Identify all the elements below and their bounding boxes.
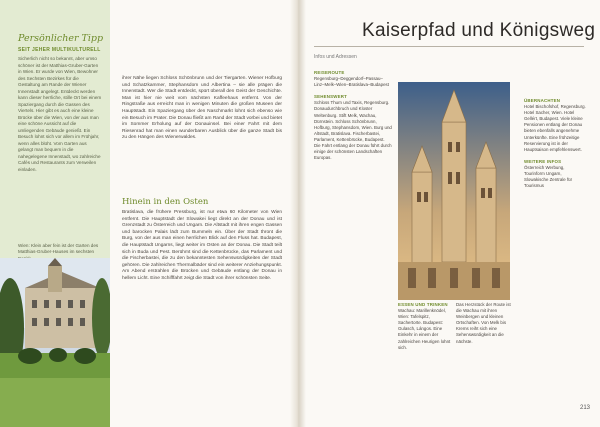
- sights-heading: SEHENSWERT: [314, 94, 347, 100]
- tip-text: Sicherlich nicht so bekannt, aber umso schöner ist der Matthias-Gruber-Garten in Wien. Er wurde von Wien, Bewohner des Sechsten Bezirkes für die Gestaltung am Rande der Wiener Innenstadt angelegt. Entdeckt werden kann dieser herrliche, stille Ort bei einem Spaziergang durch die Gassen des Viertels. Hier gibt es auch eine kleine Brücke über die Wien, von der aus man eine schöne Aussicht auf die umliegenden Gebäude genießt. Ein Besuch lohnt sich vor allem im Frühjahr, wenn alles blüht. Vom Garten aus gelangt man bequem in die nahegelegene Innenstadt, wo zahlreiche Cafés und Restaurants zum Verweilen einladen.: [18, 56, 102, 172]
- wachau-text: Das Herzstück der Route ist die Wachau mit ihren Weinbergen und kleinen Ortschaften. Von Melk bis Krems reiht sich eine Sehenswürdigkeit an die nächste.: [456, 302, 511, 344]
- left-column-text-1: ihrer Nähe liegen Schloss Schönbrunn und der Tiergarten. Wiener Hofburg und Schatzkammer, Stephansdom und Albertina – sie alle prägen die Innenstadt. Wer die Stadt entdeckt, spürt überall den Geist der Geschichte. Man ist hier nie weit vom nächsten Kaffeehaus entfernt. Von der Ringstraße aus erreicht man in wenigen Minuten die großen Museen der Hauptstadt. Ein Spaziergang über den Naschmarkt lohnt sich ebenso wie ein Besuch im Prater. Die Donau fließt am Rand der Stadt vorbei und bietet im Sommer Erholung auf der Donauinsel. Bei einer Fahrt mit dem Riesenrad hat man einen wunderbaren Ausblick über die ganze Stadt bis zu den Hängen des Wienerwaldes.: [122, 76, 282, 141]
- info-column-4: [524, 98, 586, 189]
- left-subheading: Hinein in den Osten: [122, 197, 209, 207]
- left-column-text-2: Bratislava, die frühere Pressburg, ist nur etwa 60 Kilometer von Wien entfernt. Die Hauptstadt der Slowakei liegt direkt an der Donau und ist Grenzstadt zu Österreich und Ungarn. Die Altstadt mit ihren engen Gassen und barocken Palais lädt zum Bummeln ein. Über der Stadt thront die Burg, von der aus man einen herrlichen Blick auf den Fluss hat. Budapest, die Hauptstadt Ungarns, liegt weiter im Osten an der Donau. Die Stadt teilt sich in Buda und Pest. Berühmt sind die Kettenbrücke, das Parlament und die Fischerbastei, die zu den bekanntesten Sehenswürdigkeiten der Stadt gehören. Die zahlreichen Thermalbäder sind ein weiterer Anziehungspunkt. Am Abend erstrahlen die Brücken und Gebäude entlang der Donau in hellem Licht. Eine Schifffahrt zeigt die Stadt von ihrer schönsten Seite.: [122, 210, 282, 281]
- garden-photo: [0, 258, 110, 427]
- more-info-heading: WEITERE INFOS: [524, 158, 562, 164]
- info-column-1: [314, 70, 392, 161]
- title-rule: [314, 46, 584, 47]
- more-info-text: Österreich Werbung, Tourinform Ungarn, Slowakische Zentrale für Tourismus: [524, 164, 573, 189]
- route-text: Regensburg–Deggendorf–Passau–Linz–Melk–Wien–Bratislava–Budapest: [314, 76, 389, 88]
- info-column-3: [456, 302, 512, 345]
- sights-text: Schloss Thurn und Taxis, Regensburg. Donaudurchbruch und Kloster Weltenburg. Stift Melk, Wachau, Dürnstein. Schloss Schönbrunn, Hofburg, Stephansdom, Wien. Burg und Altstadt, Bratislava. Fischerbastei, Parlament, Kettenbrücke, Budapest. Die Fahrt entlang der Donau führt durch einige der schönsten Landschaften Europas.: [314, 100, 392, 161]
- chapter-title: Kaiserpfad und Königsweg: [362, 20, 596, 41]
- info-column-2: [398, 302, 452, 351]
- tip-photo-caption: Wien: Klein aber fein ist der Garten des Matthias-Gruber-Hauses im sechsten: [18, 243, 99, 255]
- info-label: Infos und Adressen: [314, 54, 357, 60]
- fishermens-bastion-photo: [398, 82, 510, 300]
- tip-title: Persönlicher Tipp: [18, 33, 104, 44]
- book-gutter: [290, 0, 306, 427]
- page-number: 213: [580, 405, 591, 411]
- stay-heading: ÜBERNACHTEN: [524, 98, 561, 103]
- tip-subtitle: SEIT JEHER MULTIKULTURELL: [18, 47, 101, 53]
- route-heading: REISEROUTE: [314, 70, 345, 75]
- stay-text: Hotel Bischofshof, Regensburg. Hotel Sacher, Wien. Hotel Gellért, Budapest. Viele kleine Pensionen entlang der Donau bieten ebenfalls angenehme Unterkünfte. Eine frühzeitige Reservierung ist in der Hauptsaison empfehlenswert.: [524, 104, 586, 152]
- food-heading: ESSEN UND TRINKEN: [398, 302, 448, 307]
- food-text: Wachau: Marillenknödel, Wien: Tafelspitz, Sachertorte. Budapest: Gulasch, Lángos. Eine Einkehr in einem der zahlreichen Heurigen lohnt sich.: [398, 308, 451, 350]
